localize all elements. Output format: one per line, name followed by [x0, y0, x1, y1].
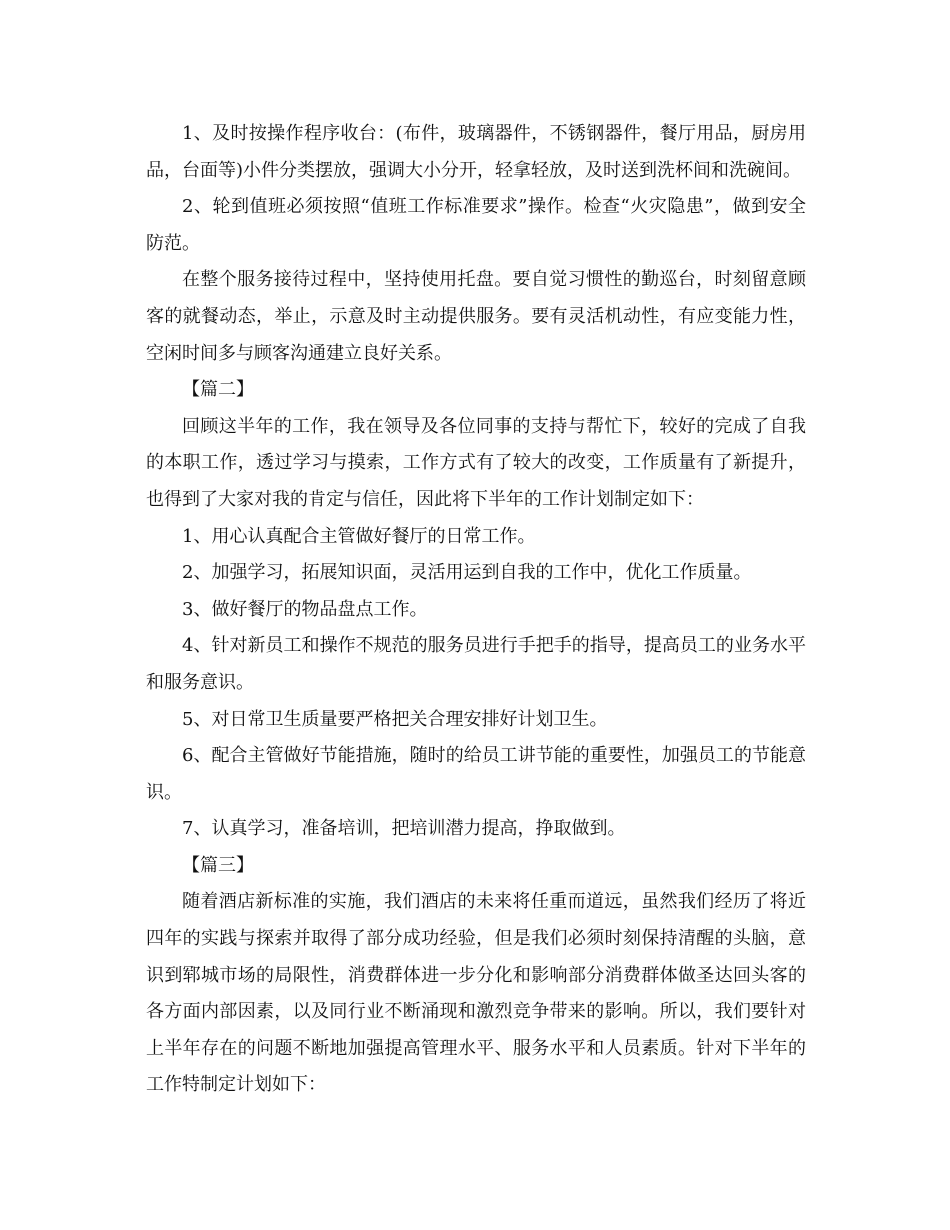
- paragraph-8: 4、针对新员工和操作不规范的服务员进行手把手的指导，提高员工的业务水平和服务意识。: [146, 635, 806, 693]
- paragraph-6: 2、加强学习，拓展知识面，灵活用运到自我的工作中，优化工作质量。: [182, 562, 752, 584]
- paragraph-5: 1、用心认真配合主管做好餐厅的日常工作。: [182, 525, 536, 547]
- section-heading-3: 【篇三】: [182, 854, 254, 876]
- document-body: [146, 116, 806, 1104]
- section-heading-2: 【篇二】: [182, 379, 254, 401]
- paragraph-10: 6、配合主管做好节能措施，随时的给员工讲节能的重要性，加强员工的节能意识。: [146, 745, 806, 803]
- paragraph-4: 回顾这半年的工作，我在领导及各位同事的支持与帮忙下，较好的完成了自我的本职工作，透过学习与摸索，工作方式有了较大的改变，工作质量有了新提升，也得到了大家对我的肯定与信任，因此将下半年的工作计划制定如下：: [146, 415, 806, 510]
- paragraph-2: 2、轮到值班必须按照“值班工作标准要求”操作。检查“火灾隐患”，做到安全防范。: [146, 196, 806, 254]
- paragraph-1: 1、及时按操作程序收台：(布件，玻璃器件，不锈钢器件，餐厅用品，厨房用品，台面等)小件分类摆放，强调大小分开，轻拿轻放，及时送到洗杯间和洗碗间。: [146, 123, 806, 181]
- paragraph-7: 3、做好餐厅的物品盘点工作。: [182, 598, 428, 620]
- paragraph-11: 7、认真学习，准备培训，把培训潜力提高，挣取做到。: [182, 818, 626, 840]
- paragraph-9: 5、对日常卫生质量要严格把关合理安排好计划卫生。: [182, 708, 608, 730]
- paragraph-12: 随着酒店新标准的实施，我们酒店的未来将任重而道远，虽然我们经历了将近四年的实践与探索并取得了部分成功经验，但是我们必须时刻保持清醒的头脑，意识到郓城市场的局限性，消费群体进一步分化和影响部分消费群体做圣达回头客的各方面内部因素，以及同行业不断涌现和激烈竞争带来的影响。所以，我们要针对上半年存在的问题不断地加强提高管理水平、服务水平和人员素质。针对下半年的工作特制定计划如下：: [146, 891, 806, 1096]
- paragraph-3: 在整个服务接待过程中，坚持使用托盘。要自觉习惯性的勤巡台，时刻留意顾客的就餐动态，举止，示意及时主动提供服务。要有灵活机动性，有应变能力性，空闲时间多与顾客沟通建立良好关系。: [146, 269, 806, 364]
